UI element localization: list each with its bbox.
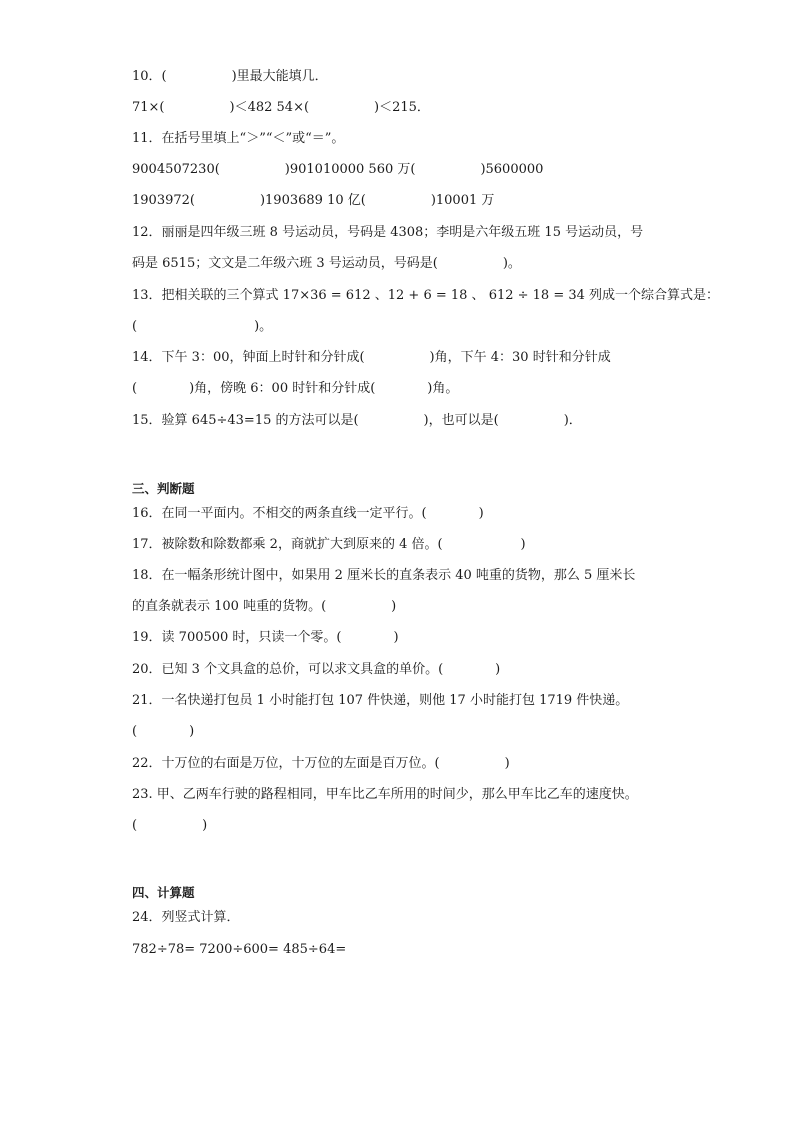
question-18-line-1: 18．在一幅条形统计图中，如果用 2 厘米长的直条表示 40 吨重的货物，那么 5 厘米长 — [132, 568, 636, 583]
section-4-heading: 四、计算题 — [132, 885, 195, 900]
question-12-line-1: 12．丽丽是四年级三班 8 号运动员，号码是 4308；李明是六年级五班 15 号运动员，号 — [132, 225, 644, 240]
question-23-line-1: 23. 甲、乙两车行驶的路程相同，甲车比乙车所用的时间少，那么甲车比乙车的速度快。 — [132, 787, 638, 802]
question-16: 16．在同一平面内。不相交的两条直线一定平行。( ) — [132, 506, 484, 521]
question-22: 22．十万位的右面是万位，十万位的左面是百万位。( ) — [132, 756, 510, 771]
question-12-line-2: 码是 6515；文文是二年级六班 3 号运动员，号码是( )。 — [132, 256, 521, 271]
question-17: 17．被除数和除数都乘 2，商就扩大到原来的 4 倍。( ) — [132, 537, 526, 552]
question-11-prompt: 11．在括号里填上“＞”“＜”或“＝”。 — [132, 131, 345, 146]
question-19: 19．读 700500 时，只读一个零。( ) — [132, 630, 399, 645]
question-14-line-1: 14．下午 3：00，钟面上时针和分针成( )角，下午 4：30 时针和分针成 — [132, 350, 611, 365]
section-3-heading: 三、判断题 — [132, 481, 195, 496]
question-18-line-2: 的直条就表示 100 吨重的货物。( ) — [132, 599, 397, 614]
question-23-line-2: ( ) — [132, 818, 208, 833]
question-10-expressions: 71×( )＜482 54×( )＜215． — [132, 100, 430, 115]
question-24-prompt: 24．列竖式计算． — [132, 910, 240, 925]
question-13-line-1: 13．把相关联的三个算式 17×36 = 612 、12 + 6 = 18 、 612 ÷ 18 = 34 列成一个综合算式是： — [132, 288, 720, 303]
question-10-prompt: 10．( )里最大能填几． — [132, 69, 328, 84]
question-21-line-1: 21．一名快递打包员 1 小时能打包 107 件快递，则他 17 小时能打包 1719 件快递。 — [132, 693, 629, 708]
question-15: 15．验算 645÷43=15 的方法可以是( )，也可以是( )． — [132, 413, 582, 428]
question-14-line-2: ( )角，傍晚 6：00 时针和分针成( )角。 — [132, 381, 459, 396]
question-11-row-1: 9004507230( )901010000 560 万( )5600000 — [132, 162, 544, 177]
question-13-line-2: ( )。 — [132, 319, 273, 334]
question-24-expressions: 782÷78= 7200÷600= 485÷64= — [132, 942, 347, 957]
question-20: 20．已知 3 个文具盒的总价，可以求文具盒的单价。( ) — [132, 662, 501, 677]
question-21-line-2: ( ) — [132, 724, 195, 739]
question-11-row-2: 1903972( )1903689 10 亿( )10001 万 — [132, 193, 495, 208]
